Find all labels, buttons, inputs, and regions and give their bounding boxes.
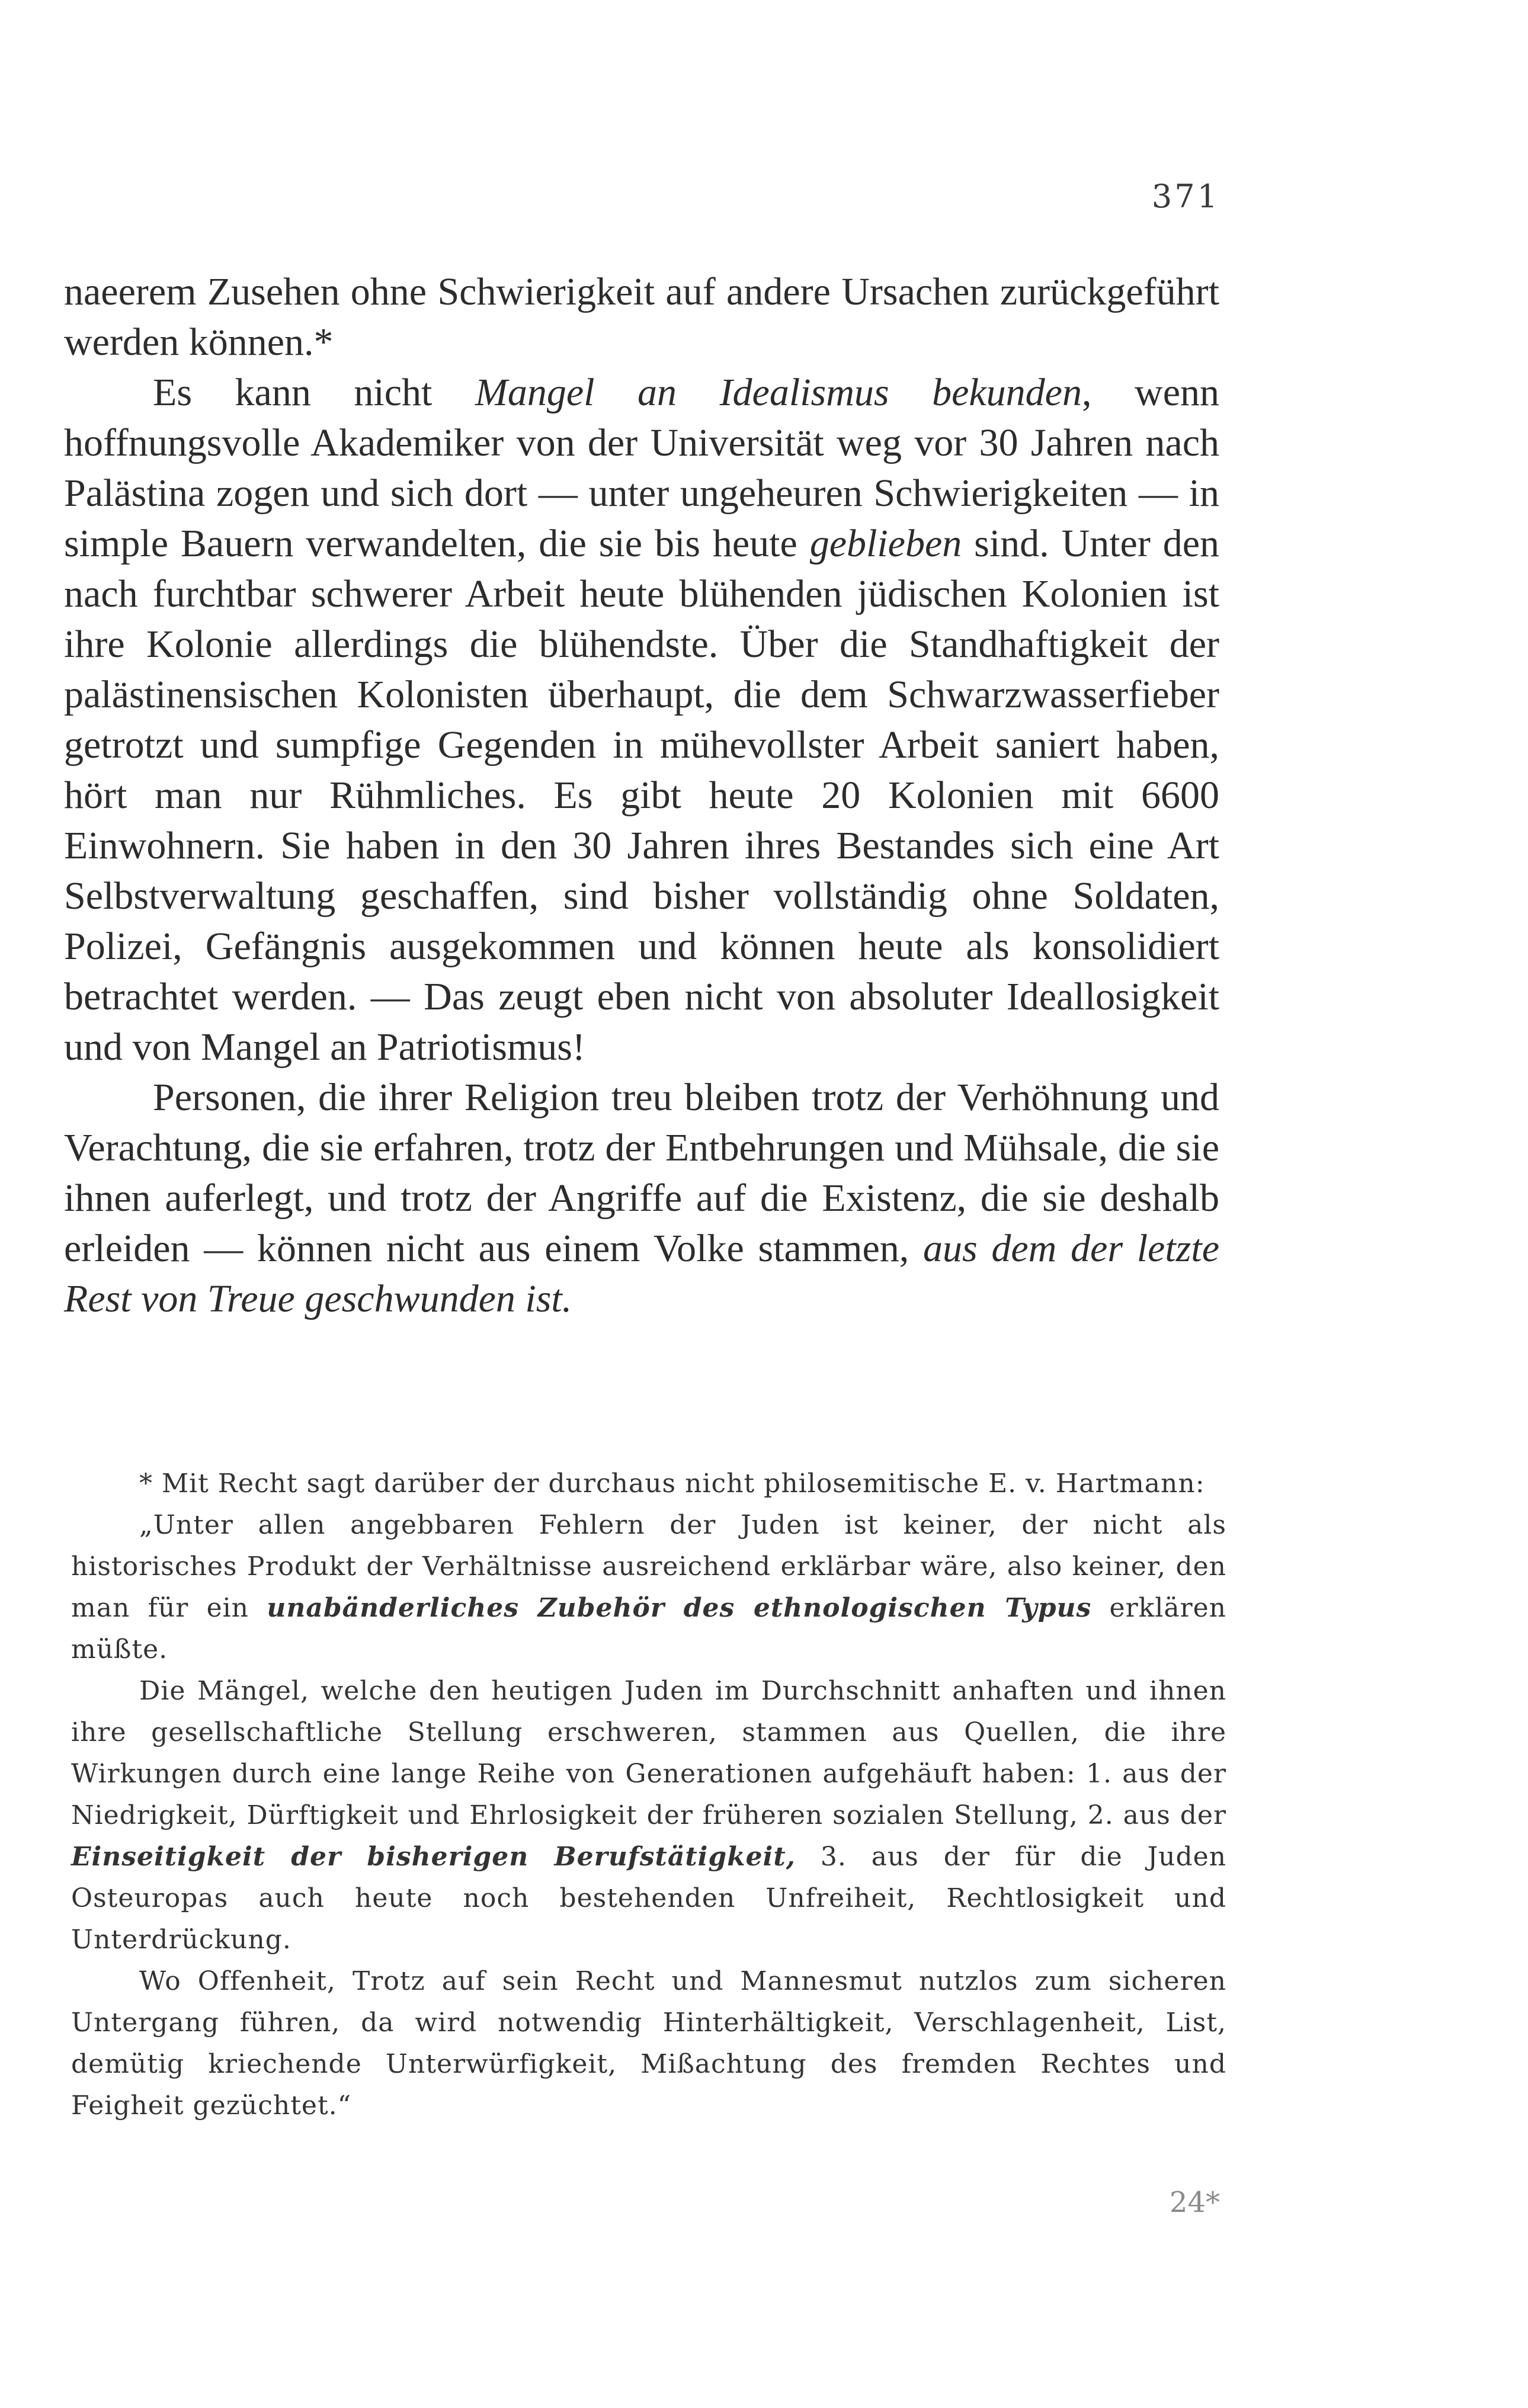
footnote-intro: * Mit Recht sagt darüber der durchaus nicht philosemitische E. v. Hartmann: bbox=[139, 1468, 1205, 1499]
main-text bbox=[64, 267, 1219, 1324]
paragraph-2-part-b: , wenn hoffnungsvolle Akademiker von der Universität weg vor 30 Jahren nach Palästina zogen und sich dort — unter ungeheuren Schwierigkeiten — in simple Bauern verwandelten, die sie bis heute bbox=[64, 371, 1219, 565]
paragraph-3 bbox=[64, 1072, 1219, 1324]
footnote-block bbox=[71, 1463, 1226, 2127]
signature-mark: 24* bbox=[1169, 2186, 1220, 2219]
footnote-quote-1-part-b: erklären müßte. bbox=[71, 1593, 1227, 1665]
footnote-quote-2-emphasis: Einseitigkeit der bisherigen Berufstätigkeit, bbox=[71, 1842, 796, 1872]
footnote-quote-1-emphasis: unabänderliches Zubehör des ethnologischen Typus bbox=[267, 1593, 1092, 1623]
footnote-quote-2-part-a: Die Mängel, welche den heutigen Juden im Durchschnitt anhaften und ihnen ihre gesellschaftliche Stellung erschweren, stammen aus Quellen, die ihre Wirkungen durch eine lange Reihe von Generationen aufgehäuft haben: 1. aus der Niedrigkeit, Dürftigkeit und Ehrlosigkeit der früheren sozialen Stellung, 2. aus der bbox=[71, 1676, 1226, 1830]
footnote-quote-1 bbox=[71, 1505, 1226, 1670]
paragraph-2 bbox=[64, 367, 1219, 1072]
footnote-quote-1-part-a: „Unter allen angebbaren Fehlern der Juden ist keiner, der nicht als historisches Produkt der Verhältnisse ausreichend erklärbar wäre, also keiner, den man für ein bbox=[71, 1510, 1226, 1623]
footnote-quote-2-part-b: 3. aus der für die Juden Osteuropas auch heute noch bestehenden Unfreiheit, Rechtlosigkeit und Unterdrückung. bbox=[71, 1842, 1227, 1955]
page-number: 371 bbox=[1151, 178, 1220, 215]
paragraph-2-part-c: sind. Unter den nach furchtbar schwerer Arbeit heute blühenden jüdischen Kolonien ist ihre Kolonie allerdings die blühendste. Über die Standhaftigkeit der palästinensischen Kolonisten überhaupt, die dem Schwarzwasserfieber getrotzt und sumpfige Gegenden in mühevollster Arbeit saniert haben, hört man nur Rühmliches. Es gibt heute 20 Kolonien mit 6600 Einwohnern. Sie haben in den 30 Jahren ihres Bestandes sich eine Art Selbstverwaltung geschaffen, sind bisher vollständig ohne Soldaten, Polizei, Gefängnis ausgekommen und können heute als konsolidiert betrachtet werden. — Das zeugt eben nicht von absoluter Ideallosigkeit und von Mangel an Patriotismus! bbox=[64, 522, 1220, 1069]
footnote-quote-3: Wo Offenheit, Trotz auf sein Recht und Mannesmut nutzlos zum sicheren Untergang führen, da wird notwendig Hinterhältigkeit, Verschlagenheit, List, demütig kriechende Unterwürfigkeit, Mißachtung des fremden Rechtes und Feigheit gezüchtet.“ bbox=[71, 1966, 1226, 2121]
paragraph-1: naeerem Zusehen ohne Schwierigkeit auf andere Ursachen zurückgeführt werden können.* bbox=[64, 270, 1219, 364]
paragraph-2-emphasis-2: geblieben bbox=[809, 522, 962, 565]
paragraph-3-part-a: Personen, die ihrer Religion treu bleiben trotz der Verhöhnung und Verachtung, die sie erfahren, trotz der Entbehrungen und Mühsale, die sie ihnen auferlegt, und trotz der Angriffe auf die Existenz, die sie deshalb erleiden — können nicht aus einem Volke stammen, bbox=[64, 1076, 1219, 1270]
paragraph-3-emphasis: aus dem der letzte Rest von Treue geschwunden ist. bbox=[64, 1227, 1219, 1320]
paragraph-2-emphasis-1: Mangel an Idealismus bekunden bbox=[475, 371, 1082, 414]
footnote-quote-2 bbox=[71, 1670, 1226, 1961]
paragraph-2-part-a: Es kann nicht bbox=[153, 371, 475, 414]
